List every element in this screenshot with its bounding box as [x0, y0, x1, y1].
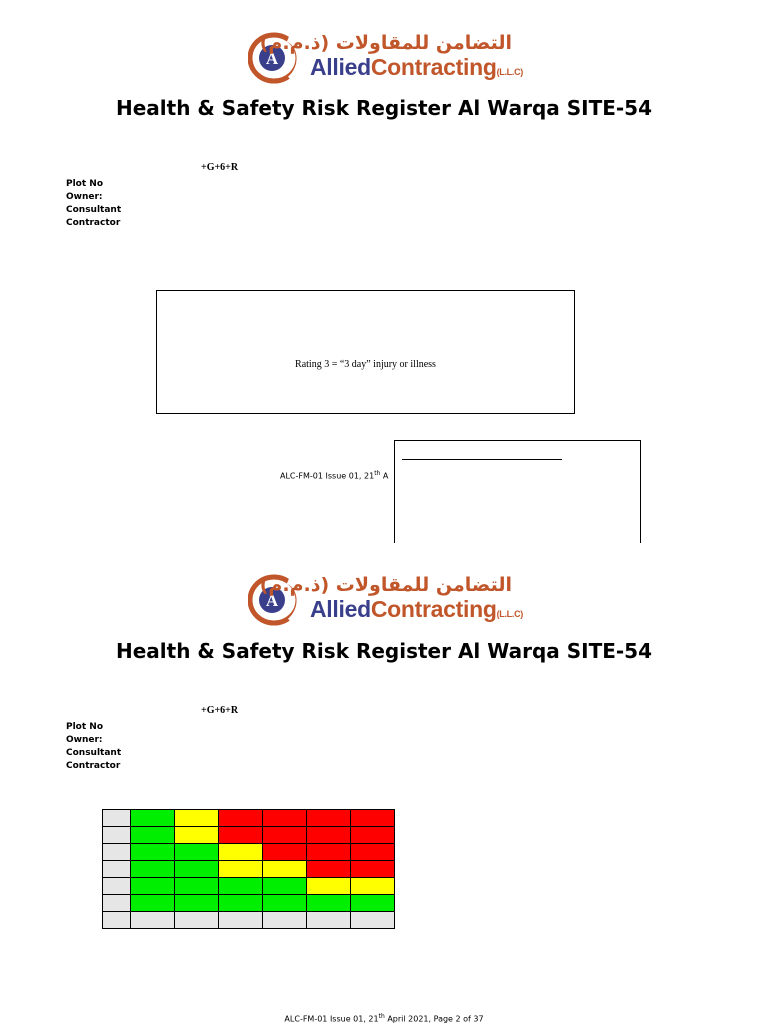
risk-matrix-cell [263, 861, 307, 878]
risk-matrix-table [102, 809, 395, 929]
risk-matrix-cell [103, 895, 131, 912]
company-english-name: AlliedContracting(L.L.C) [310, 596, 523, 622]
risk-matrix-cell [307, 810, 351, 827]
risk-matrix-cell [219, 844, 263, 861]
risk-matrix-cell [263, 878, 307, 895]
risk-matrix-cell [131, 827, 175, 844]
risk-matrix-cell [351, 810, 395, 827]
risk-matrix-cell [351, 912, 395, 929]
document-page-2 [0, 543, 768, 1024]
risk-matrix-cell [263, 844, 307, 861]
field-consultant: Consultant [66, 205, 122, 215]
risk-matrix-cell [131, 861, 175, 878]
risk-matrix-cell [103, 912, 131, 929]
risk-matrix-cell [219, 861, 263, 878]
risk-matrix-cell [219, 878, 263, 895]
company-arabic-name: التضامن للمقاولات (ذ.م.م) [259, 32, 512, 54]
project-fields [66, 178, 121, 230]
risk-matrix-row [103, 810, 395, 827]
risk-matrix-cell [175, 844, 219, 861]
risk-matrix-cell [175, 827, 219, 844]
risk-matrix-row [103, 895, 395, 912]
svg-text:A: A [265, 49, 279, 68]
risk-matrix-cell [351, 844, 395, 861]
floors-label: +G+6+R [201, 705, 239, 716]
risk-matrix-cell [307, 827, 351, 844]
risk-matrix-cell [131, 844, 175, 861]
risk-matrix-cell [131, 810, 175, 827]
field-plot-no: Plot No [66, 179, 104, 189]
risk-matrix-cell [219, 827, 263, 844]
overlay-text-box [394, 440, 641, 543]
risk-matrix-cell [351, 861, 395, 878]
risk-matrix-cell [351, 827, 395, 844]
risk-matrix-cell [131, 912, 175, 929]
risk-matrix-cell [103, 878, 131, 895]
risk-matrix-cell [219, 895, 263, 912]
page-footer: ALC-FM-01 Issue 01, 21th A [280, 470, 389, 481]
field-contractor: Contractor [66, 761, 121, 771]
risk-matrix-cell [307, 912, 351, 929]
project-fields [66, 721, 121, 773]
risk-matrix-cell [263, 827, 307, 844]
risk-matrix-cell [307, 895, 351, 912]
risk-matrix-cell [351, 895, 395, 912]
risk-matrix-cell [103, 810, 131, 827]
field-consultant: Consultant [66, 748, 122, 758]
page-footer: ALC-FM-01 Issue 01, 21th April 2021, Page 2 of 37 [284, 1013, 484, 1024]
risk-matrix-cell [307, 861, 351, 878]
risk-matrix-cell [263, 912, 307, 929]
company-arabic-name: التضامن للمقاولات (ذ.م.م) [259, 574, 512, 596]
underline-divider [402, 459, 562, 460]
risk-matrix-cell [175, 810, 219, 827]
company-logo [248, 573, 523, 627]
rating-description-box [156, 290, 575, 414]
field-owner: Owner: [66, 735, 103, 745]
risk-matrix-cell [175, 912, 219, 929]
risk-matrix-cell [131, 895, 175, 912]
risk-matrix-cell [219, 912, 263, 929]
risk-matrix-cell [131, 878, 175, 895]
risk-matrix-cell [175, 895, 219, 912]
risk-matrix-row [103, 844, 395, 861]
field-owner: Owner: [66, 192, 103, 202]
rating-text: Rating 3 = “3 day” injury or illness [295, 359, 436, 370]
svg-text:A: A [265, 591, 279, 610]
risk-matrix-cell [103, 861, 131, 878]
risk-matrix-cell [307, 844, 351, 861]
company-logo [248, 31, 523, 85]
risk-matrix-cell [263, 810, 307, 827]
risk-matrix-row [103, 878, 395, 895]
risk-matrix-cell [307, 878, 351, 895]
company-english-name: AlliedContracting(L.L.C) [310, 54, 523, 80]
risk-matrix-cell [263, 895, 307, 912]
risk-matrix-row [103, 827, 395, 844]
risk-matrix-cell [103, 844, 131, 861]
page-title: Health & Safety Risk Register Al Warqa SITE-54 [115, 96, 653, 120]
field-contractor: Contractor [66, 218, 121, 228]
floors-label: +G+6+R [201, 162, 239, 173]
page-title: Health & Safety Risk Register Al Warqa SITE-54 [115, 639, 653, 663]
risk-matrix-cell [175, 861, 219, 878]
risk-matrix-row [103, 861, 395, 878]
risk-matrix-cell [219, 810, 263, 827]
risk-matrix-cell [351, 878, 395, 895]
risk-matrix-cell [103, 827, 131, 844]
risk-matrix-cell [175, 878, 219, 895]
field-plot-no: Plot No [66, 722, 104, 732]
risk-matrix-row [103, 912, 395, 929]
